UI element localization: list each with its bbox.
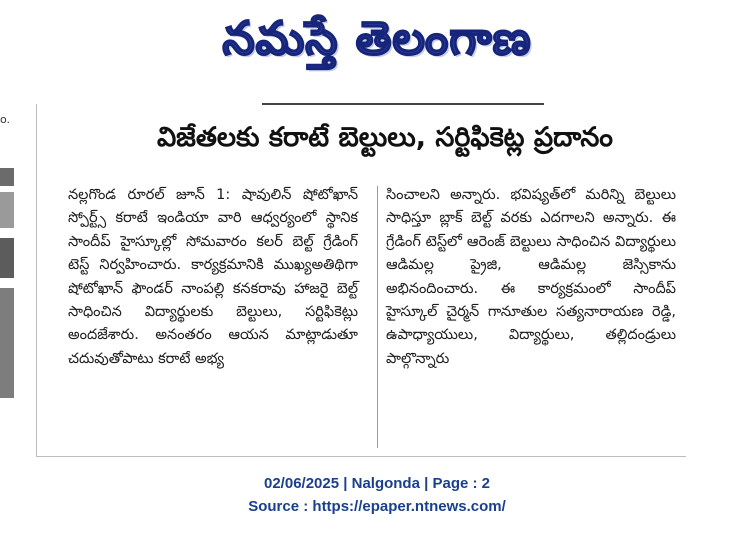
footer-edition-info: 02/06/2025 | Nalgonda | Page : 2 bbox=[264, 475, 490, 492]
article-frame-top bbox=[262, 103, 544, 105]
footer-source-link[interactable]: Source : https://epaper.ntnews.com/ bbox=[248, 498, 506, 515]
article-column-right bbox=[386, 184, 676, 371]
newspaper-masthead: నమస్తే తెలంగాణ bbox=[222, 11, 532, 65]
photo-fragment bbox=[0, 168, 14, 186]
article-body-left: నల్లగొండ రూరల్ జూన్ 1: షావులిన్ షోటోఖాన్ స్పోర్ట్స్ కరాటే ఇండియా వారి ఆధ్వర్యంలో స్థానిక సాందీప్ హైస్కూల్లో సోమవారం కలర్ బెల్ట్ గ్రేడింగ్ టెస్ట్ నిర్వహించారు. కార్యక్రమానికి ముఖ్యఅతిథిగా షోటోఖాన్ ఫౌండర్ నాంపల్లి కనకరావు హాజరై బెల్ట్ సాధించిన విద్యార్థులకు బెల్టులు, సర్టిఫికెట్లు అందజేశారు. అనంతరం ఆయన మాట్లాడుతూ చదువుతోపాటు కరాటే అభ్య bbox=[68, 187, 358, 367]
column-divider bbox=[377, 186, 378, 448]
photo-fragment bbox=[0, 288, 14, 398]
article-body-right: సించాలని అన్నారు. భవిష్యత్‌లో మరిన్ని బెల్టులు సాధిస్తూ బ్లాక్ బెల్ట్ వరకు ఎదగాలని అన్నారు. ఈ గ్రేడింగ్ టెస్ట్‌లో ఆరెంజ్ బెల్టులు సాధించిన విద్యార్థులు ఆడిమల్ల ప్రైజి, ఆడిమల్ల జెస్సికాను అభినందించారు. ఈ కార్యక్రమంలో సాందీప్ హైస్కూల్ చైర్మన్ గానూతుల సత్యనారాయణ రెడ్డి, ఉపాధ్యాయులు, విద్యార్థులు, తల్లిదండ్రులు పాల్గొన్నారు bbox=[386, 187, 676, 367]
article-headline: విజేతలకు కరాటే బెల్టులు, సర్టిఫికెట్ల ప్రదానం bbox=[156, 122, 613, 153]
article-frame-left bbox=[36, 104, 37, 456]
photo-fragment bbox=[0, 238, 14, 278]
photo-fragment bbox=[0, 192, 14, 228]
adjacent-text-fragment: o. bbox=[0, 113, 11, 126]
adjacent-article-photo-strip bbox=[0, 148, 14, 418]
article-column-left bbox=[68, 184, 358, 371]
article-frame-bottom bbox=[36, 456, 686, 457]
